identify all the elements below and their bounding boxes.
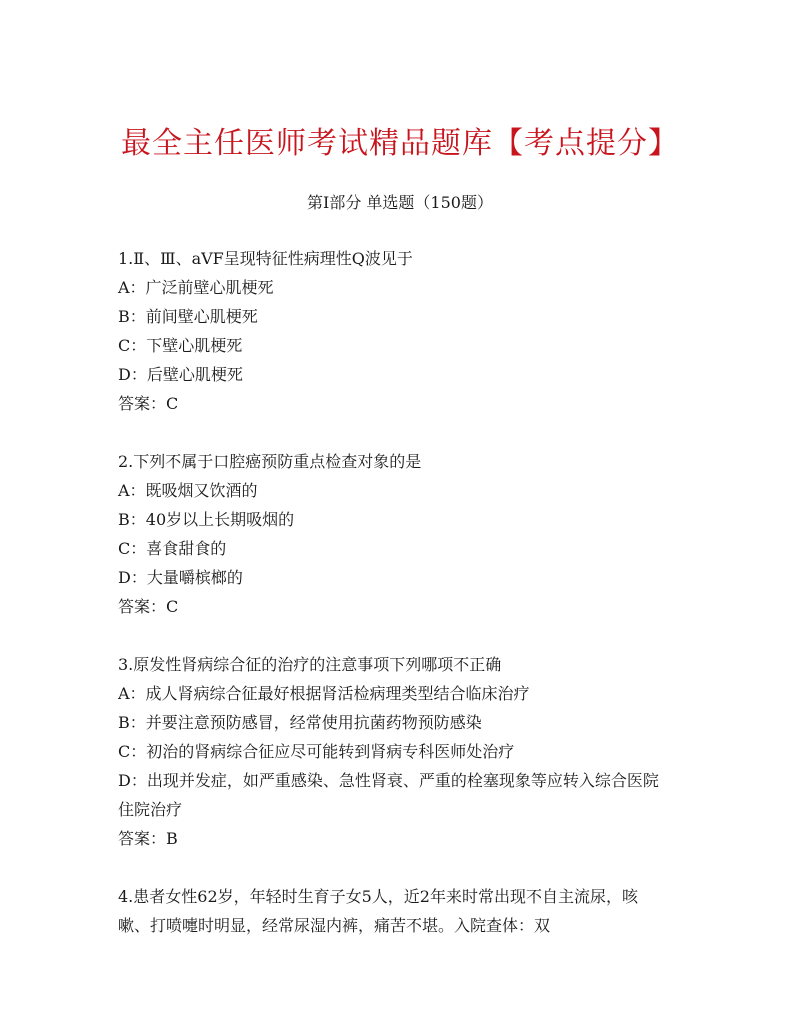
question-list (118, 244, 678, 969)
option-d: D：后壁心肌梗死 (118, 365, 243, 384)
option-b: B：40岁以上长期吸烟的 (118, 510, 295, 529)
answer-text: 答案：B (118, 829, 178, 848)
option-d: D：大量嚼槟榔的 (118, 568, 243, 587)
option-a: A：既吸烟又饮酒的 (118, 481, 258, 500)
option-a: A：广泛前壁心肌梗死 (118, 278, 274, 297)
option-b: B：并要注意预防感冒，经常使用抗菌药物预防感染 (118, 713, 482, 732)
question-2 (118, 447, 678, 621)
question-stem: 1.Ⅱ、Ⅲ、aVF呈现特征性病理性Q波见于 (118, 249, 413, 268)
question-4 (118, 882, 678, 940)
question-3 (118, 650, 678, 853)
option-c: C：初治的肾病综合征应尽可能转到肾病专科医师处治疗 (118, 742, 515, 761)
option-c: C：下壁心肌梗死 (118, 336, 243, 355)
document-title: 最全主任医师考试精品题库【考点提分】 (121, 126, 679, 161)
question-1 (118, 244, 678, 418)
answer-text: 答案：C (118, 394, 179, 413)
question-stem: 4.患者女性62岁，年轻时生育子女5人，近2年来时常出现不自主流尿，咳嗽、打喷嚏时明显，经常尿湿内裤，痛苦不堪。入院查体：双 (118, 887, 638, 935)
question-stem: 3.原发性肾病综合征的治疗的注意事项下列哪项不正确 (118, 655, 502, 674)
option-d: D：出现并发症，如严重感染、急性肾衰、严重的栓塞现象等应转入综合医院住院治疗 (118, 771, 659, 819)
option-c: C：喜食甜食的 (118, 539, 227, 558)
option-a: A：成人肾病综合征最好根据肾活检病理类型结合临床治疗 (118, 684, 530, 703)
section-title: 第Ⅰ部分 单选题（150题） (307, 193, 493, 212)
question-stem: 2.下列不属于口腔癌预防重点检查对象的是 (118, 452, 422, 471)
answer-text: 答案：C (118, 597, 179, 616)
option-b: B：前间壁心肌梗死 (118, 307, 258, 326)
